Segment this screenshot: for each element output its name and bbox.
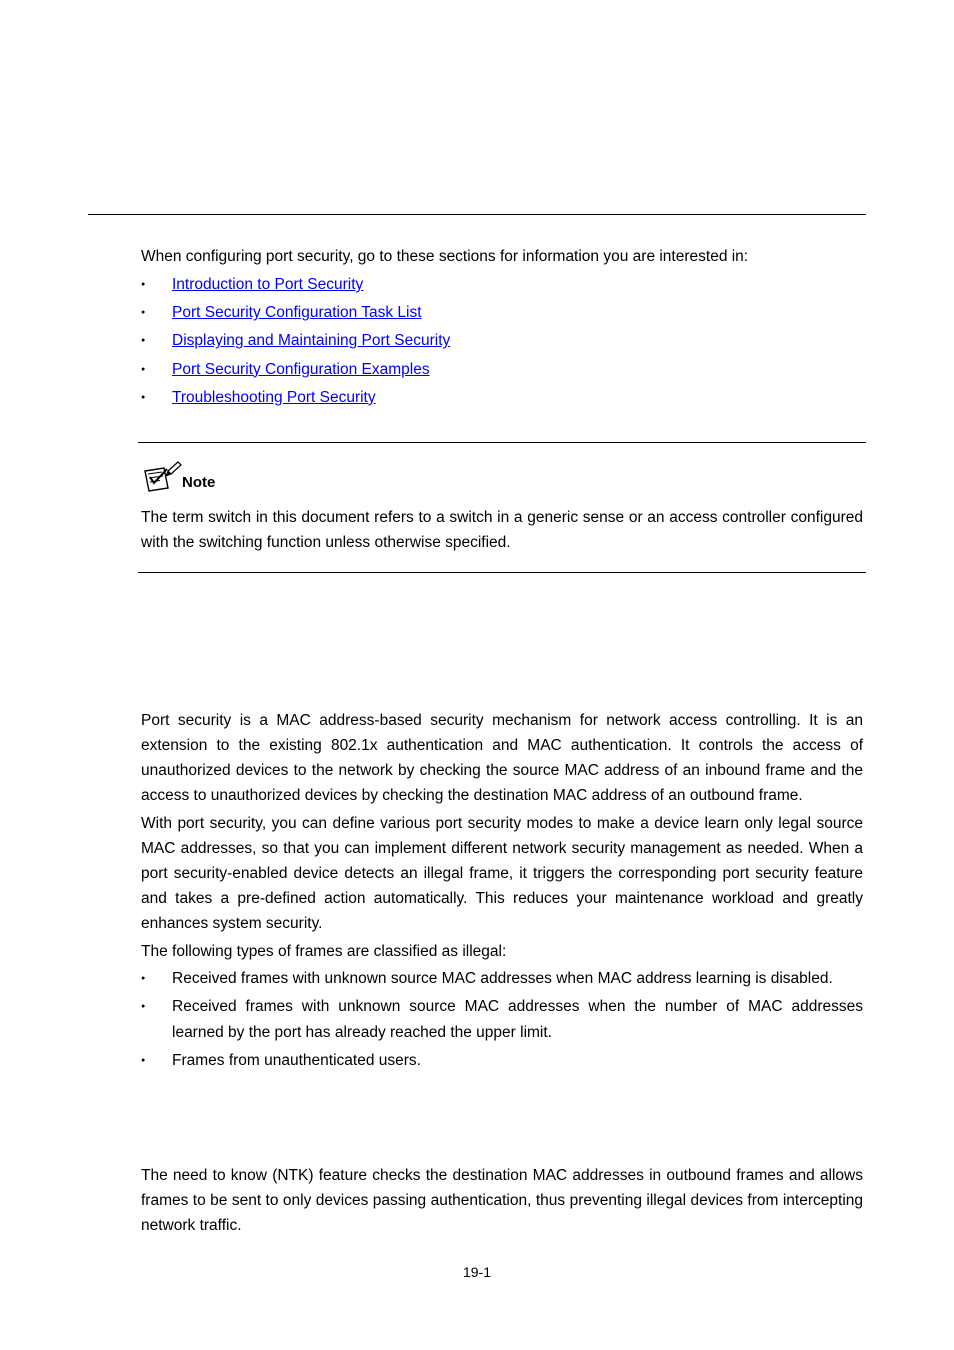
link-item xyxy=(141,299,450,327)
top-rule xyxy=(88,214,866,215)
link-item xyxy=(141,271,450,299)
link-troubleshooting[interactable]: Troubleshooting Port Security xyxy=(172,388,376,406)
page-number: 19-1 xyxy=(462,1264,492,1280)
link-item xyxy=(141,327,450,355)
body-paragraph-1: Port security is a MAC address-based security mechanism for network access controlling. It is an extension to the existing 802.1x authentication and MAC authentication. It controls the access of unauthorized devices to the network by checking the source MAC address of an inbound frame and the access to unauthorized devices by checking the destination MAC address of an outbound frame. xyxy=(141,712,863,804)
body-paragraph-2: With port security, you can define various port security modes to make a device learn only legal source MAC addresses, so that you can implement different network security management as needed. When a port security-enabled device detects an illegal frame, it triggers the corresponding port security feature and takes a pre-defined action automatically. This reduces your maintenance workload and greatly enhances system security. xyxy=(141,815,863,932)
list-item: ● Frames from unauthenticated users. xyxy=(141,1048,863,1074)
list-item: ● Received frames with unknown source MAC addresses when MAC address learning is disabled. xyxy=(141,966,863,992)
link-item xyxy=(141,356,450,384)
link-examples[interactable]: Port Security Configuration Examples xyxy=(172,360,430,378)
intro-text: When configuring port security, go to these sections for information you are interested in: xyxy=(141,248,749,265)
link-displaying[interactable]: Displaying and Maintaining Port Security xyxy=(172,332,451,350)
link-item xyxy=(141,384,450,412)
note-label: Note xyxy=(182,474,216,491)
illegal-frames-list xyxy=(141,966,863,1076)
link-task-list[interactable]: Port Security Configuration Task List xyxy=(172,304,422,322)
note-box xyxy=(138,442,866,573)
list-item: ● Received frames with unknown source MAC addresses when the number of MAC addresses learned by the port has already reached the upper limit. xyxy=(141,994,863,1046)
section-links xyxy=(141,271,450,412)
link-introduction[interactable]: Introduction to Port Security xyxy=(172,276,364,293)
body-paragraph-4: The need to know (NTK) feature checks the destination MAC addresses in outbound frames and allows frames to be sent to only devices passing authentication, thus preventing illegal devices from intercepting network traffic. xyxy=(141,1167,863,1234)
note-pencil-icon xyxy=(142,461,182,493)
body-paragraph-3: The following types of frames are classified as illegal: xyxy=(141,943,507,960)
note-text: The term switch in this document refers to a switch in a generic sense or an access controller configured with the switching function unless otherwise specified. xyxy=(141,509,863,551)
